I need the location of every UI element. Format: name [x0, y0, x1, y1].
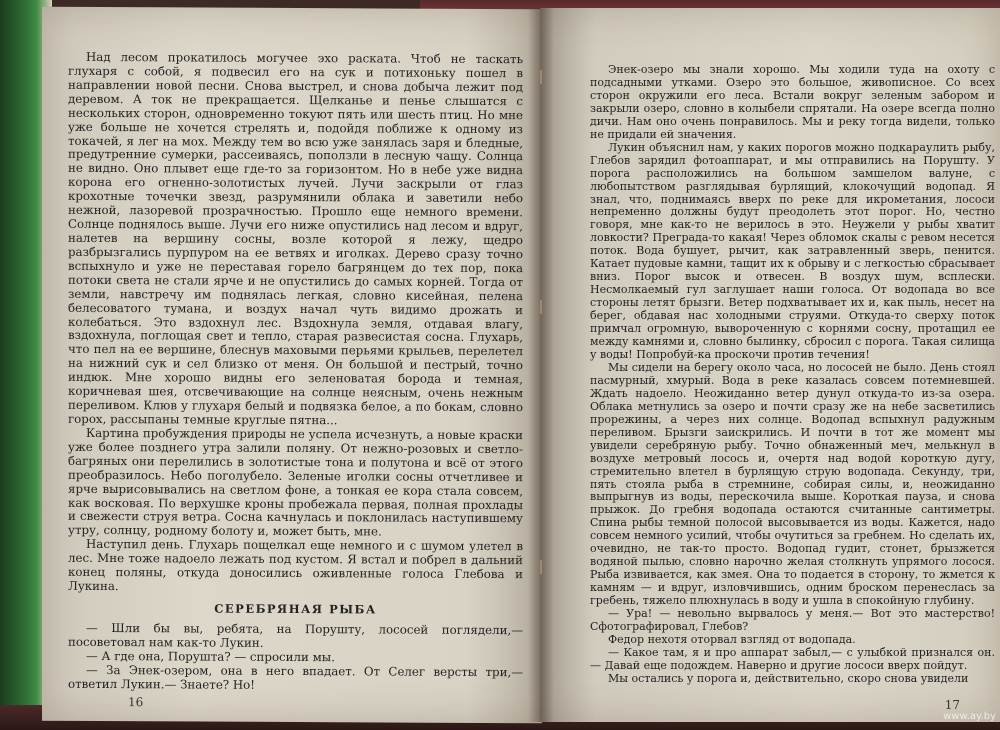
binding-stitch — [540, 70, 542, 84]
right-paragraph-6: — Какое там, я и про аппарат забыл,— с улыбкой признался он.— Давай еще подождем. Наверно и другие лососи вверх пойдут. — [590, 645, 995, 672]
watermark: www.ay.by — [943, 711, 996, 722]
left-paragraph-2: Картина пробуждения природы не успела исчезнуть, а новые краски уже более позднего утра залили поляну. От нежно-розовых и светло-багряных они перелились в золотистые тона и полутона и всё от этого преобразилось. Небо поголубело. Зеленые иголки сосны отчетливее и ярче вырисовывались на светлом фоне, а тонкая ее кора стала совсем, как восковая. По верхушке кроны пробежала первая, полная прохлады и свежести струя ветра. Сосна качнулась и поклонилась наступившему утру, солнцу, родному болоту и, может быть, мне. — [68, 425, 523, 539]
left-paragraph-3: Наступил день. Глухарь пощелкал еще немного и с шумом улетел в лес. Мне тоже надоело лежать под кустом. Я встал и побрел в дальний конец поляны, откуда доносились оживленные голоса Глебова и Лукина. — [68, 537, 523, 594]
right-page-number: 17 — [944, 698, 960, 712]
left-page — [42, 7, 542, 724]
dialogue-line-3: — За Энек-озером, она в него впадает. От Селег версты три,— ответил Лукин.— Знаете? Но! — [68, 662, 523, 692]
dialogue-line-2: — А где она, Порушта? — спросили мы. — [86, 648, 335, 664]
binding-stitch — [540, 560, 542, 574]
right-paragraph-5: Федор нехотя оторвал взгляд от водопада. — [608, 632, 856, 646]
dialogue-line-1: — Шли бы вы, ребята, на Порушту, лососей поглядели,— посоветовал нам как-то Лукин. — [68, 620, 523, 650]
right-paragraph-2: Лукин объяснил нам, у каких порогов можно подкараулить рыбу, Глебов зарядил фотоаппарат, и мы отправились на Порушту. У порога расположились на большом замшелом валуне, с любопытством разглядывая бурлящий, клокочущий водопад. Я знал, что, поднимаясь вверх по реке для икрометания, лососи непременно должны будут преодолеть этот порог. Но, честно говоря, мне как-то не верилось в это. Неужели у рыбы хватит ловкости? Преграда-то какая! Через обломок скалы с ревом несется поток. Вода бушует, рычит, как затравленный зверь, пенится. Катает пудовые камни, тащит их к обрыву и с легкостью сбрасывает вниз. Порог высок и отвесен. В воздух шум, всплески. Несмолкаемый гул заглушает наши голоса. От водопада во все стороны летят брызги. Ветер подхватывает их и, как пыль, несет на берег, обдавая нас холодными струями. Откуда-то сверху поток примчал огромную, вывороченную с корнями сосну, протащил ее между камнями и, словно былинку, сбросил с порога. Такая силища у воды! Попробуй-ка проскочи против течения! — [590, 140, 995, 361]
section-title: СЕРЕБРЯНАЯ РЫБА — [214, 601, 377, 617]
left-page-text — [68, 51, 523, 694]
right-paragraph-3: Мы сидели на берегу около часа, но лососей не было. День стоял пасмурный, хмурый. Вода в реке казалась совсем потемневшей. Ждать надоело. Неожиданно ветер дунул откуда-то из-за озера. Облака метнулись за озеро и почти сразу же на небе засветились прорежины, а через них солнце. Водопад вспыхнул радужным переливом. Брызги заискрились. И почти в тот же момент мы увидели серебряную рыбу. Точно обнаженный меч, мелькнул в воздухе метровый лосось и, очертя над водой короткую дугу, стремительно влетел в бурлящую струю водопада. Секунду, три, пять стояла рыба в стремнине, собирая силы, и, неожиданно выпрыгнув из воды, перескочила выше. Короткая пауза, и снова прыжок. До гребня водопада остаются считанные сантиметры. Спина рыбы темной полосой высовывается из воды. Кажется, надо совсем немного усилий, чтобы очутиться за гребнем. Но сделать их, очевидно, не так-то просто. Водопад гудит, стонет, брызжется водяной пылью, словно нарочно желая столкнуть упрямого лосося. Рыба извивается, как змея. Она то подается в сторону, то жмется к камням — и вдруг, изловчившись, одним броском перенеслась за гребень, тяжело плюхнулась в воду и ушла в спокойную глубину. — [590, 360, 995, 608]
right-paragraph-1: Энек-озеро мы знали хорошо. Мы ходили туда на охоту с подсадными утками. Озеро это большое, живописное. Со всех сторон окружили его леса. Встали вокруг зеленым забором и закрыли озеро, словно в колыбели спрятали. На озере всегда полно дичи. Нам оно очень понравилось. Мы и реку тогда видели, только не придали ей значения. — [590, 63, 995, 141]
left-page-number: 16 — [128, 695, 144, 710]
right-paragraph-7: Мы остались у порога и, действительно, скоро снова увидели — [608, 671, 969, 685]
right-paragraph-4: — Ура! — невольно вырвалось у меня.— Вот это мастерство! Сфотографировал, Глебов? — [590, 607, 995, 633]
binding-stitch — [540, 300, 542, 314]
right-page-text — [590, 64, 995, 686]
right-page — [540, 8, 1000, 722]
left-paragraph-1: Над лесом прокатилось могучее эхо раската. Чтоб не таскать глухаря с собой, я подвесил его на сук и потихоньку пошел в направлении новой песни. Снова выстрел, и снова добыча лежит под деревом. А ток не прекращается. Щелканье и пенье слышатся с нескольких сторон, одновременно токуют пять или шесть птиц. Но мне уже больше не хочется стрелять и, подойдя поближе к одному из токачей, я лег на мох. Между тем во всю уже занялась заря и бледные, предутренние сумерки, рассеиваясь, поползли в лесную чащу. Солнца не видно. Оно плывет еще где-то за горизонтом. Но в небе уже видна корона его огненно-золотистых лучей. Лучи заскрыли от глаз крохотные точечки звезд, разрумянили облака и заветили небо нежной, лазоревой прозрачностью. Прошло еще немного времени. Солнце поднялось выше. Лучи его ниже опустились над лесом и вдруг, налетев на вершину сосны, возле которой я лежу, щедро разбрызгались пурпуром на ее ветвях и иголках. Дерево сразу точно вспыхнуло и уже не переставая горело багрянцем до тех пор, пока потоки света не стали ярче и не опустились до самых корней. Тогда от земли, навстречу им поднялась легкая, словно кисейная, пелена белесоватого тумана, и воздух начал чуть видимо дрожать и колебаться. Это вздохнул лес. Вздохнула земля, отдавая влагу, вздохнула, поглощая свет и тепло, старая развесистая сосна. Глухарь, что пел на ее вершине, блеснув маховыми перьями крыльев, перелетел на нижний сук и сел близко от меня. Он большой и пестрый, точно индюк. Мне хорошо видны его зеленоватая борода и темная, коричневая шея, отсвечивающие на солнце неясным, очень нежным переливом. Клюв у глухаря белый и подвязка белое, а по бокам, словно горох, рассыпаны темные круглые пятна... — [68, 49, 523, 428]
book-gutter — [528, 8, 554, 722]
